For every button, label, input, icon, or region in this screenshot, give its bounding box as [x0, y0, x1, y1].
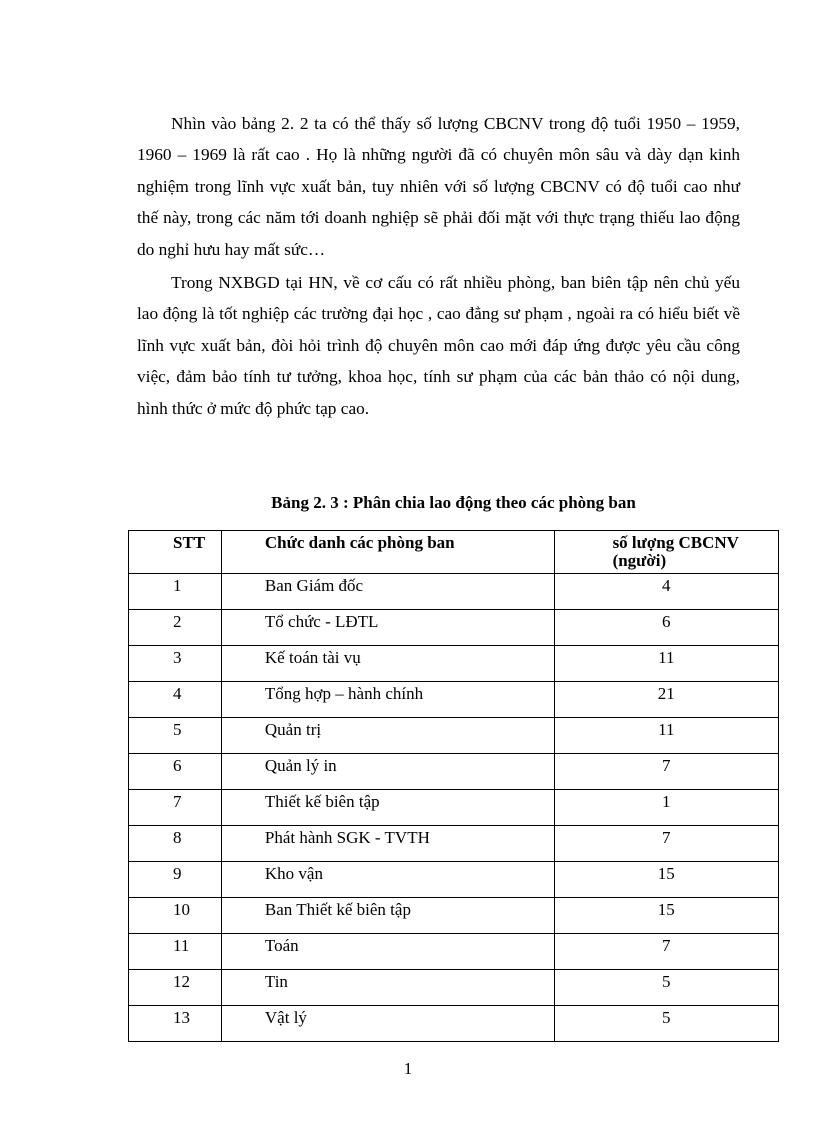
row-stt: 4 — [129, 682, 222, 718]
row-department: Quản trị — [221, 718, 554, 754]
table-header-row — [129, 531, 779, 574]
department-table — [128, 530, 779, 1042]
row-stt: 1 — [129, 574, 222, 610]
row-department: Toán — [221, 934, 554, 970]
row-quantity: 7 — [554, 754, 778, 790]
row-quantity: 4 — [554, 574, 778, 610]
table-row — [129, 718, 779, 754]
row-department: Tổ chức - LĐTL — [221, 610, 554, 646]
table-row — [129, 610, 779, 646]
row-stt: 2 — [129, 610, 222, 646]
row-stt: 13 — [129, 1006, 222, 1042]
table-row — [129, 790, 779, 826]
row-stt: 12 — [129, 970, 222, 1006]
row-stt: 5 — [129, 718, 222, 754]
row-quantity: 15 — [554, 898, 778, 934]
body-paragraph-2: Trong NXBGD tại HN, về cơ cấu có rất nhiều phòng, ban biên tập nên chủ yếu lao động là tốt nghiệp các trường đại học , cao đẳng sư phạm , ngoài ra có hiểu biết về lĩnh vực xuất bản, đòi hỏi trình độ chuyên môn cao mới đáp ứng được yêu cầu công việc, đảm bảo tính tư tưởng, khoa học, tính sư phạm của các bản thảo có nội dung, hình thức ở mức độ phức tạp cao. — [137, 273, 740, 418]
table-row — [129, 754, 779, 790]
page-number: 1 — [403, 1059, 413, 1078]
header-quantity: số lượng CBCNV (người) — [554, 531, 778, 574]
table-row — [129, 682, 779, 718]
row-stt: 7 — [129, 790, 222, 826]
table-row — [129, 970, 779, 1006]
row-quantity: 5 — [554, 970, 778, 1006]
row-stt: 8 — [129, 826, 222, 862]
table-row — [129, 862, 779, 898]
row-quantity: 6 — [554, 610, 778, 646]
row-quantity: 7 — [554, 826, 778, 862]
table-caption: Bảng 2. 3 : Phân chia lao động theo các phòng ban — [271, 493, 636, 512]
row-department: Ban Giám đốc — [221, 574, 554, 610]
row-stt: 9 — [129, 862, 222, 898]
row-quantity: 7 — [554, 934, 778, 970]
row-department: Tin — [221, 970, 554, 1006]
row-stt: 6 — [129, 754, 222, 790]
body-paragraph-1: Nhìn vào bảng 2. 2 ta có thể thấy số lượng CBCNV trong độ tuổi 1950 – 1959, 1960 – 1969 là rất cao . Họ là những người đã có chuyên môn sâu và dày dạn kinh nghiệm trong lĩnh vực xuất bản, tuy nhiên với số lượng CBCNV có độ tuổi cao như thế này, trong các năm tới doanh nghiệp sẽ phải đối mặt với thực trạng thiếu lao động do nghỉ hưu hay mất sức… — [137, 114, 740, 259]
row-department: Ban Thiết kế biên tập — [221, 898, 554, 934]
row-department: Phát hành SGK - TVTH — [221, 826, 554, 862]
row-department: Vật lý — [221, 1006, 554, 1042]
table-row — [129, 574, 779, 610]
table-row — [129, 898, 779, 934]
row-department: Kho vận — [221, 862, 554, 898]
row-stt: 3 — [129, 646, 222, 682]
row-quantity: 11 — [554, 646, 778, 682]
table-row — [129, 646, 779, 682]
row-stt: 11 — [129, 934, 222, 970]
header-stt: STT — [129, 531, 222, 574]
row-quantity: 21 — [554, 682, 778, 718]
row-department: Quản lý in — [221, 754, 554, 790]
row-quantity: 1 — [554, 790, 778, 826]
table-row — [129, 934, 779, 970]
row-stt: 10 — [129, 898, 222, 934]
table-row — [129, 1006, 779, 1042]
row-department: Kế toán tài vụ — [221, 646, 554, 682]
row-department: Thiết kế biên tập — [221, 790, 554, 826]
row-quantity: 15 — [554, 862, 778, 898]
table-row — [129, 826, 779, 862]
row-quantity: 5 — [554, 1006, 778, 1042]
row-quantity: 11 — [554, 718, 778, 754]
row-department: Tổng hợp – hành chính — [221, 682, 554, 718]
header-department: Chức danh các phòng ban — [221, 531, 554, 574]
